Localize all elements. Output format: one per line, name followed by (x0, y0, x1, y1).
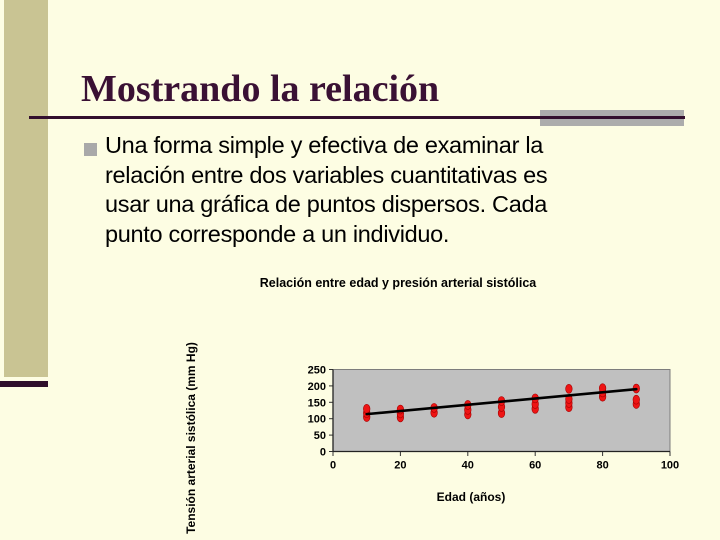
y-tick-label: 0 (319, 446, 326, 459)
x-tick-label: 80 (596, 459, 609, 472)
slide-title: Mostrando la relación (81, 68, 440, 111)
x-tick-label: 100 (660, 459, 680, 472)
data-point (633, 395, 640, 404)
data-point (566, 384, 573, 393)
chart-x-axis-label: Edad (años) (436, 490, 506, 504)
x-tick-label: 40 (461, 459, 474, 472)
chart-y-axis-label: Tensión arterial sistólica (mm Hg) (184, 342, 198, 534)
x-tick-label: 0 (329, 459, 337, 472)
bullet-paragraph (105, 131, 665, 249)
bullet-line-1: Una forma simple y efectiva de examinar la (105, 132, 544, 158)
bullet-line-3: usar una gráfica de puntos dispersos. Cada (105, 191, 548, 217)
y-tick-label: 250 (307, 364, 326, 377)
y-tick-label: 50 (313, 430, 326, 443)
sidebar-accent-bar (0, 381, 48, 387)
title-divider-line (29, 116, 685, 119)
sidebar-olive-strip (4, 0, 48, 377)
data-point (363, 404, 370, 413)
x-tick-label: 60 (529, 459, 542, 472)
bullet-line-4: punto corresponde a un individuo. (105, 220, 450, 247)
y-tick-label: 100 (307, 413, 326, 426)
scatter-chart-svg (280, 360, 690, 480)
y-tick-label: 200 (307, 380, 326, 393)
bullet-line-2: relación entre dos variables cuantitativas es (105, 161, 548, 188)
x-tick-label: 20 (394, 459, 407, 472)
bullet-marker (84, 143, 97, 156)
chart-title: Relación entre edad y presión arterial sistólica (259, 276, 537, 290)
y-tick-label: 150 (307, 397, 326, 410)
